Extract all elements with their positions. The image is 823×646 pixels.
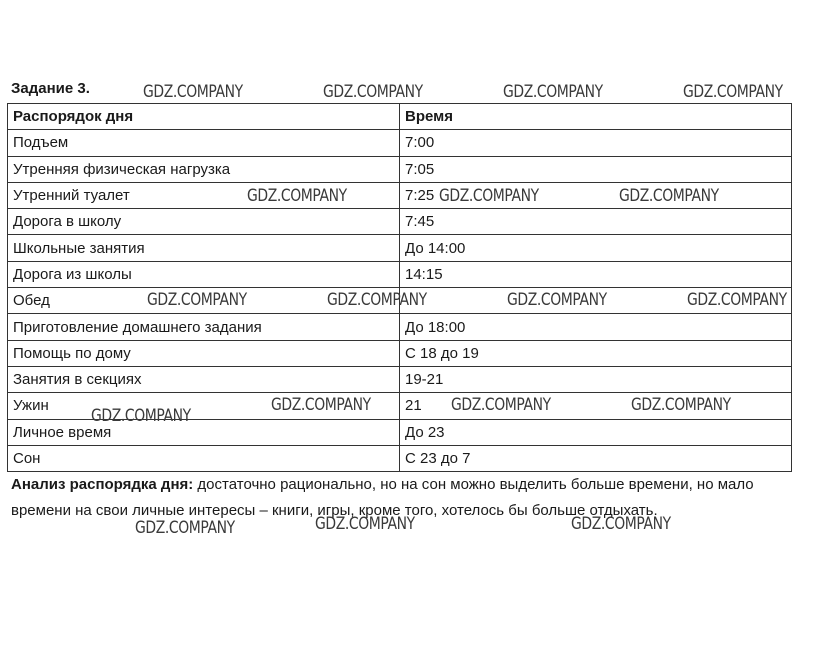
watermark: GDZ.COMPANY	[143, 82, 243, 102]
time-cell: До 14:00	[400, 235, 792, 261]
table-row	[8, 393, 792, 419]
table-row	[8, 182, 792, 208]
time-cell: 7:05	[400, 156, 792, 182]
watermark: GDZ.COMPANY	[631, 395, 731, 415]
watermark: GDZ.COMPANY	[451, 395, 551, 415]
table-row	[8, 209, 792, 235]
table-row	[8, 419, 792, 445]
header-activity: Распорядок дня	[8, 104, 400, 130]
time-cell: 19-21	[400, 366, 792, 392]
activity-cell: Утренняя физическая нагрузка	[8, 156, 400, 182]
activity-cell: Личное время	[8, 419, 400, 445]
activity-cell: Сон	[8, 445, 400, 471]
watermark: GDZ.COMPANY	[323, 82, 423, 102]
watermark: GDZ.COMPANY	[683, 82, 783, 102]
activity-cell: Ужин	[8, 393, 400, 419]
activity-cell: Обед	[8, 288, 400, 314]
time-cell: С 18 до 19	[400, 340, 792, 366]
watermark: GDZ.COMPANY	[247, 186, 347, 206]
watermark: GDZ.COMPANY	[271, 395, 371, 415]
activity-cell: Занятия в секциях	[8, 366, 400, 392]
task-title: Задание 3.	[11, 80, 90, 97]
watermark: GDZ.COMPANY	[439, 186, 539, 206]
watermark: GDZ.COMPANY	[503, 82, 603, 102]
analysis-paragraph	[11, 472, 801, 524]
activity-cell: Утренний туалет	[8, 182, 400, 208]
time-cell: До 18:00	[400, 314, 792, 340]
schedule-table	[7, 103, 792, 472]
time-cell: 7:00	[400, 130, 792, 156]
table-row	[8, 445, 792, 471]
activity-cell: Помощь по дому	[8, 340, 400, 366]
watermark: GDZ.COMPANY	[91, 406, 191, 426]
time-cell: 7:45	[400, 209, 792, 235]
activity-cell: Дорога из школы	[8, 261, 400, 287]
activity-cell: Приготовление домашнего задания	[8, 314, 400, 340]
watermark: GDZ.COMPANY	[315, 514, 415, 534]
activity-cell: Дорога в школу	[8, 209, 400, 235]
watermark: GDZ.COMPANY	[507, 290, 607, 310]
table-row	[8, 288, 792, 314]
time-cell: С 23 до 7	[400, 445, 792, 471]
table-row	[8, 130, 792, 156]
watermark: GDZ.COMPANY	[571, 514, 671, 534]
table-row	[8, 366, 792, 392]
table-row	[8, 314, 792, 340]
table-row	[8, 340, 792, 366]
table-row	[8, 261, 792, 287]
analysis-text: достаточно рационально, но на сон можно выделить больше времени, но мало времени на свои личные интересы – книги, игры, кроме того, хотелось бы больше отдыхать.	[11, 476, 754, 519]
table-row	[8, 235, 792, 261]
activity-cell: Подъем	[8, 130, 400, 156]
time-cell: 7:25	[400, 182, 792, 208]
analysis-label: Анализ распорядка дня:	[11, 476, 194, 493]
table-row	[8, 156, 792, 182]
watermark: GDZ.COMPANY	[327, 290, 427, 310]
watermark: GDZ.COMPANY	[687, 290, 787, 310]
header-time: Время	[400, 104, 792, 130]
activity-cell: Школьные занятия	[8, 235, 400, 261]
time-cell: 21	[400, 393, 792, 419]
time-cell: До 23	[400, 419, 792, 445]
watermark: GDZ.COMPANY	[135, 518, 235, 538]
watermark: GDZ.COMPANY	[619, 186, 719, 206]
table-header-row	[8, 104, 792, 130]
time-cell: 14:15	[400, 261, 792, 287]
time-cell	[400, 288, 792, 314]
watermark: GDZ.COMPANY	[147, 290, 247, 310]
